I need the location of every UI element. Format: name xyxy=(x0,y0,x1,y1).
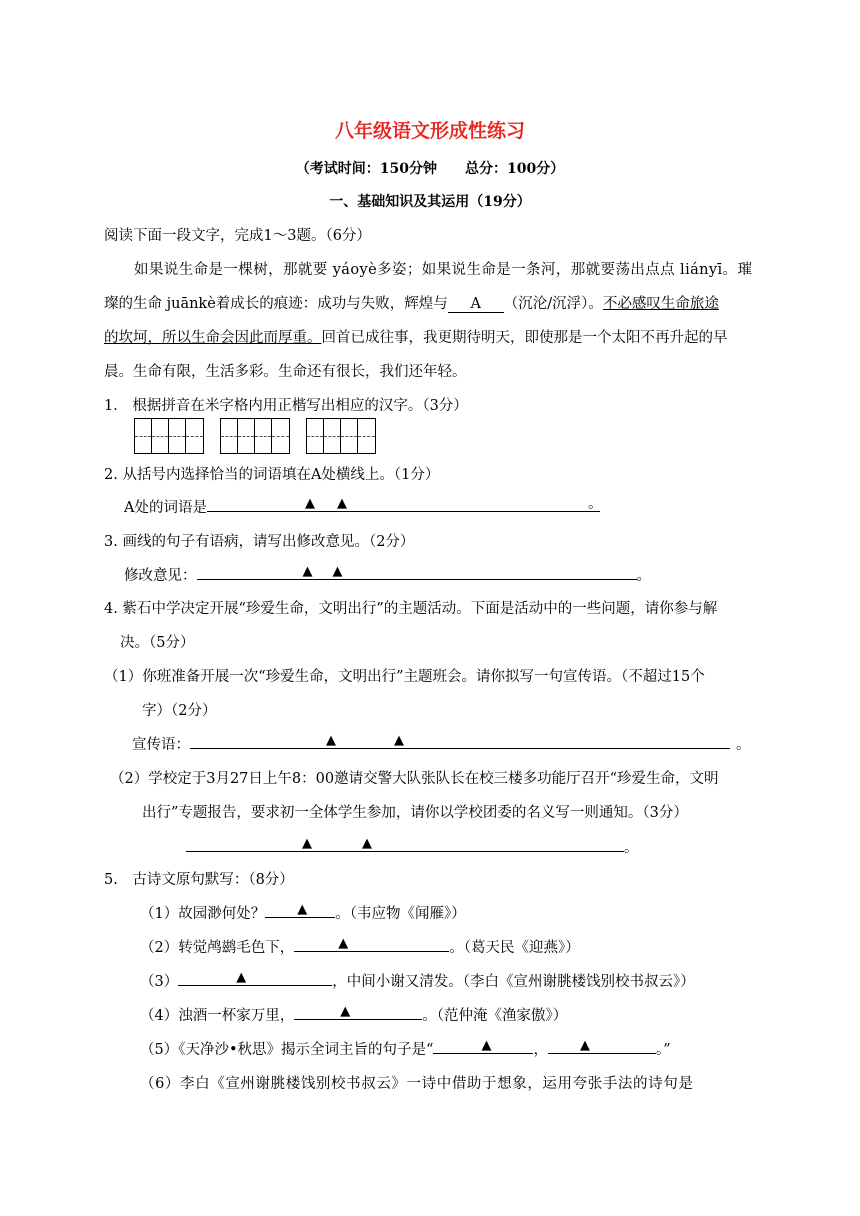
grid-cell[interactable] xyxy=(341,419,358,453)
reading-line-2-text: 璨的生命 juānkè着成长的痕迹：成功与失败，辉煌与 xyxy=(104,296,448,312)
grid-cell[interactable] xyxy=(358,419,375,453)
question-2-answer xyxy=(124,496,603,517)
reading-line-2 xyxy=(104,292,719,313)
end-period: 。 xyxy=(587,496,603,512)
slogan-answer xyxy=(132,733,751,754)
answer-label: A处的词语是 xyxy=(124,500,207,516)
poem-item-2 xyxy=(140,936,580,957)
answer-line[interactable] xyxy=(197,565,637,580)
question-3: 3. 画线的句子有语病，请写出修改意见。（2分） xyxy=(104,534,415,550)
exam-info: （考试时间：150分钟 总分：100分） xyxy=(295,161,565,177)
answer-line[interactable] xyxy=(207,496,603,512)
poem-item-4 xyxy=(140,1004,567,1025)
poem-item-5 xyxy=(140,1038,671,1059)
reading-line-4: 晨。生命有限，生活多彩。生命还有很长，我们还年轻。 xyxy=(104,364,467,380)
notice-answer xyxy=(186,836,639,857)
question-4-1: （1）你班准备开展一次“珍爱生命，文明出行”主题班会。请你拟写一句宣传语。（不超过15个 xyxy=(104,669,705,685)
underlined-sentence-part2: 的坎坷，所以生命会因此而厚重。 xyxy=(104,330,322,346)
page-title: 八年级语文形成性练习 xyxy=(334,120,525,142)
grid-cell[interactable] xyxy=(272,419,289,453)
reading-line-2-options: （沉沦/沉浮）。 xyxy=(503,296,603,312)
character-grid-3[interactable] xyxy=(306,418,376,454)
question-4: 4. 紫石中学决定开展“珍爱生命，文明出行”的主题活动。下面是活动中的一些问题，请你参与解 xyxy=(104,601,718,617)
poem-item-text: （4）浊酒一杯家万里， xyxy=(140,1008,295,1024)
poem-item-end: 。” xyxy=(655,1042,671,1058)
grid-cell[interactable] xyxy=(169,419,186,453)
poem-item-text: （3） xyxy=(140,974,179,990)
poem-comma: ， xyxy=(533,1042,548,1058)
answer-label: 修改意见： xyxy=(124,568,197,584)
notice-line[interactable] xyxy=(186,837,624,852)
triangle-marker-icon: ▲ xyxy=(362,836,372,851)
poem-blank[interactable] xyxy=(294,937,449,952)
reading-line-1: 如果说生命是一棵树，那就要 yáoyè多姿；如果说生命是一条河，那就要荡出点点 liányī。璀 xyxy=(134,262,753,278)
triangle-marker-icon: ▲ xyxy=(579,1038,590,1053)
grid-cell[interactable] xyxy=(255,419,272,453)
end-period: 。 xyxy=(624,840,639,856)
character-grid-2[interactable] xyxy=(220,418,290,454)
poem-item-6: （6）李白《宣州谢朓楼饯别校书叔云》一诗中借助于想象，运用夸张手法的诗句是 xyxy=(140,1076,694,1092)
underlined-sentence-part1: 不必感叹生命旅途 xyxy=(602,296,719,312)
reading-intro: 阅读下面一段文字，完成1～3题。（6分） xyxy=(104,228,371,244)
triangle-marker-icon: ▲ xyxy=(304,496,315,511)
question-5: 5. 古诗文原句默写：（8分） xyxy=(104,872,294,888)
triangle-marker-icon: ▲ xyxy=(394,733,404,748)
poem-blank[interactable] xyxy=(265,903,335,918)
character-grid-1[interactable] xyxy=(134,418,204,454)
triangle-marker-icon: ▲ xyxy=(332,564,343,579)
grid-cell[interactable] xyxy=(135,419,152,453)
grid-cell[interactable] xyxy=(238,419,255,453)
poem-item-source: ，中间小谢又清发。（李白《宣州谢朓楼饯别校书叔云》） xyxy=(332,974,695,990)
question-4-2: （2）学校定于3月27日上午8：00邀请交警大队张队长在校三楼多功能厅召开“珍爱生命，文明 xyxy=(110,771,719,787)
poem-item-text: （1）故园渺何处？ xyxy=(140,906,266,922)
poem-blank[interactable] xyxy=(178,971,332,986)
poem-blank[interactable] xyxy=(433,1039,533,1054)
end-period: 。 xyxy=(636,568,651,584)
grid-cell[interactable] xyxy=(152,419,169,453)
end-period: 。 xyxy=(736,737,751,753)
question-2: 2. 从括号内选择恰当的词语填在A处横线上。（1分） xyxy=(104,467,440,483)
triangle-marker-icon: ▲ xyxy=(302,836,312,851)
triangle-marker-icon: ▲ xyxy=(302,564,313,579)
question-4-1-line-2: 字）（2分） xyxy=(142,703,217,719)
question-4-2-line-2: 出行”专题报告，要求初一全体学生参加，请你以学校团委的名义写一则通知。（3分） xyxy=(142,805,688,821)
poem-blank[interactable] xyxy=(548,1039,656,1054)
triangle-marker-icon: ▲ xyxy=(297,902,308,917)
triangle-marker-icon: ▲ xyxy=(340,1004,351,1019)
triangle-marker-icon: ▲ xyxy=(236,970,247,985)
section-heading: 一、基础知识及其运用（19分） xyxy=(329,194,531,210)
question-1: 1． 根据拼音在米字格内用正楷写出相应的汉字。（3分） xyxy=(104,398,468,414)
grid-cell[interactable] xyxy=(307,419,324,453)
triangle-marker-icon: ▲ xyxy=(326,733,336,748)
grid-cell[interactable] xyxy=(221,419,238,453)
question-4-line-2: 决。（5分） xyxy=(120,635,195,651)
triangle-marker-icon: ▲ xyxy=(481,1038,492,1053)
poem-item-source: 。（韦应物《闻雁》） xyxy=(335,906,466,922)
poem-item-source: 。（范仲淹《渔家傲》） xyxy=(422,1008,568,1024)
poem-item-text: （2）转觉鸬鹚毛色下， xyxy=(140,940,295,956)
poem-item-1 xyxy=(140,902,466,923)
reading-line-3 xyxy=(104,326,728,347)
blank-a[interactable]: A xyxy=(448,296,504,313)
grid-cell[interactable] xyxy=(186,419,203,453)
poem-blank[interactable] xyxy=(294,1005,422,1020)
grid-cell[interactable] xyxy=(324,419,341,453)
slogan-line[interactable] xyxy=(190,734,730,749)
poem-item-source: 。（葛天民《迎燕》） xyxy=(449,940,580,956)
reading-line-3-text: 回首已成往事，我更期待明天，即使那是一个太阳不再升起的早 xyxy=(321,330,728,346)
poem-item-text: （5）《天净沙•秋思》揭示全词主旨的句子是“ xyxy=(140,1042,434,1058)
triangle-marker-icon: ▲ xyxy=(338,936,349,951)
question-3-answer xyxy=(124,564,651,585)
triangle-marker-icon: ▲ xyxy=(336,496,347,511)
poem-item-3 xyxy=(140,970,695,991)
slogan-label: 宣传语： xyxy=(132,737,190,753)
